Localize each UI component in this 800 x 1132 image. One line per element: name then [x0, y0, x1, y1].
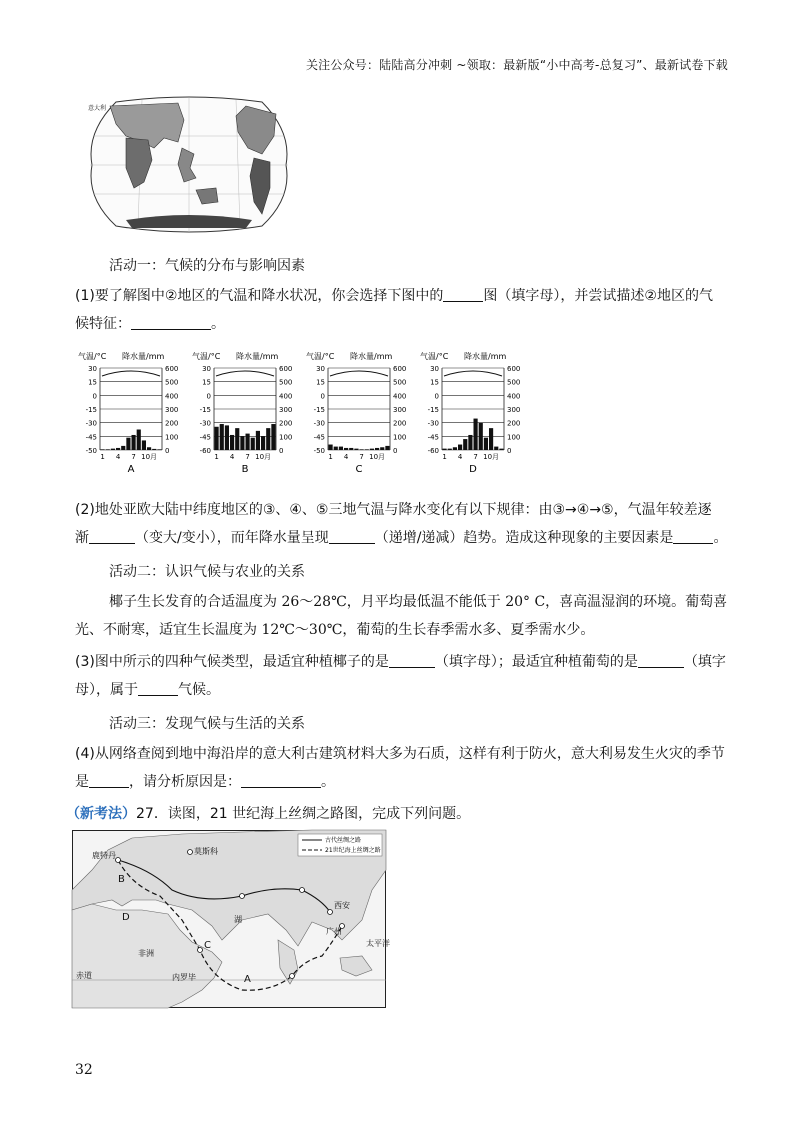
month-tick: 1: [442, 453, 447, 461]
temp-tick: -30: [427, 419, 439, 428]
label-a: A: [244, 974, 251, 985]
temp-tick: 30: [88, 365, 97, 373]
precip-bar: [215, 427, 219, 450]
temp-tick: 0: [92, 392, 97, 401]
new-exam-tag: （新考法）: [66, 806, 136, 822]
label-pacific: 太平洋: [366, 939, 390, 948]
precip-bar: [443, 449, 447, 450]
precip-bar: [370, 449, 374, 450]
precip-bar: [240, 436, 244, 450]
label-b: B: [118, 874, 125, 885]
precip-bar: [251, 438, 255, 450]
precip-bar: [157, 449, 161, 450]
temperature-curve: [216, 371, 274, 376]
chart-letter: A: [127, 464, 135, 475]
precip-bar: [230, 435, 234, 450]
climate-chart-c: [306, 350, 416, 480]
precip-tick: 0: [165, 447, 170, 455]
chart-letter: B: [241, 464, 249, 475]
temp-tick: -50: [313, 447, 325, 455]
question-1: (1)要了解图中②地区的气温和降水状况，你会选择下图中的 图（填字母），并尝试描述②地区的气 候特征： 。: [75, 282, 735, 338]
precip-bar: [147, 447, 151, 450]
precip-bar: [499, 449, 503, 450]
precip-bar: [137, 430, 141, 451]
answer-blank[interactable]: [443, 285, 483, 302]
chart-letter: D: [469, 464, 477, 475]
label-rotterdam: 鹿特丹: [92, 851, 116, 860]
precip-tick: 600: [393, 365, 407, 373]
temp-tick: 0: [434, 392, 439, 401]
precip-bar: [453, 447, 457, 450]
answer-blank[interactable]: [389, 651, 435, 668]
month-tick: 10月: [141, 453, 158, 461]
climate-chart-d: [420, 350, 530, 480]
label-c: C: [204, 940, 211, 951]
precip-bar: [142, 440, 146, 450]
month-tick: 10月: [483, 453, 500, 461]
label-lake: 湖: [234, 915, 242, 924]
question-4: (4)从网络查阅到地中海沿岸的意大利古建筑材料大多为石质，这样有利于防火，意大利易发生火灾的季节 是 ，请分析原因是： 。: [75, 746, 725, 790]
temp-tick: 15: [88, 378, 97, 387]
answer-blank[interactable]: [638, 651, 684, 668]
temp-tick: -30: [199, 419, 211, 428]
precip-bar: [235, 428, 239, 450]
month-tick: 10月: [255, 453, 272, 461]
temp-tick: 30: [430, 365, 439, 373]
precip-tick: 0: [507, 447, 512, 455]
precip-tick: 300: [507, 406, 521, 414]
climate-chart-b: [192, 350, 302, 480]
label-nairobi: 内罗毕: [172, 973, 196, 982]
temp-axis-label: 气温/°C: [420, 352, 449, 361]
question-2: (2)地处亚欧大陆中纬度地区的③、④、⑤三地气温与降水变化有以下规律：由③→④→⑤，气温年较差逐 渐 （变大/变小），而年降水量呈现 （递增/递减）趋势。造成这种现象的主要因素是 。: [75, 502, 728, 546]
precip-axis-label: 降水量/mm: [350, 352, 393, 361]
month-tick: 1: [328, 453, 333, 461]
precip-tick: 0: [279, 447, 284, 455]
answer-blank[interactable]: [329, 527, 375, 544]
answer-blank[interactable]: [89, 527, 135, 544]
precip-bar: [365, 449, 369, 450]
precip-tick: 300: [165, 406, 179, 414]
label-equator: 赤道: [76, 971, 92, 980]
label-moscow: 莫斯科: [194, 847, 218, 856]
precip-tick: 500: [393, 378, 407, 387]
precip-tick: 500: [507, 378, 521, 387]
label-xian: 西安: [334, 901, 350, 910]
answer-blank[interactable]: [673, 527, 713, 544]
temp-axis-label: 气温/°C: [78, 352, 107, 361]
precip-bar: [271, 424, 275, 450]
precip-bar: [266, 428, 270, 450]
month-tick: 4: [229, 453, 235, 461]
precip-tick: 600: [507, 365, 521, 373]
temp-tick: -50: [85, 447, 97, 455]
italy-label: 意大利: [88, 105, 107, 112]
precip-tick: 200: [507, 419, 521, 428]
temp-tick: 0: [206, 392, 211, 401]
precip-tick: 100: [165, 433, 179, 442]
precip-bar: [494, 447, 498, 450]
activity1-title: 活动一：气候的分布与影响因素: [109, 258, 305, 274]
precip-tick: 600: [165, 365, 179, 373]
precip-tick: 200: [279, 419, 293, 428]
precip-tick: 400: [279, 392, 293, 401]
temp-tick: 30: [202, 365, 211, 373]
precip-bar: [225, 425, 229, 450]
activity3-title: 活动三：发现气候与生活的关系: [109, 716, 305, 732]
precip-bar: [479, 423, 483, 450]
precip-axis-label: 降水量/mm: [236, 352, 279, 361]
chart-letter: C: [355, 464, 363, 475]
precip-tick: 100: [393, 433, 407, 442]
temp-tick: -30: [85, 419, 97, 428]
precip-bar: [220, 424, 224, 450]
month-tick: 4: [115, 453, 121, 461]
precip-bar: [385, 446, 389, 450]
precip-bar: [349, 448, 353, 450]
temp-tick: 15: [316, 378, 325, 387]
answer-blank[interactable]: [131, 313, 211, 330]
precip-bar: [111, 449, 115, 450]
month-tick: 7: [131, 453, 136, 461]
month-tick: 7: [245, 453, 250, 461]
answer-blank[interactable]: [138, 679, 178, 696]
month-tick: 10月: [369, 453, 386, 461]
temperature-curve: [330, 371, 388, 376]
answer-blank[interactable]: [241, 771, 321, 788]
precip-bar: [261, 436, 265, 450]
precip-tick: 100: [507, 433, 521, 442]
temp-tick: -15: [85, 406, 97, 414]
precip-tick: 600: [279, 365, 293, 373]
precip-bar: [468, 435, 472, 450]
precip-tick: 0: [393, 447, 398, 455]
temp-axis-label: 气温/°C: [192, 352, 221, 361]
temp-tick: 15: [430, 378, 439, 387]
precip-tick: 400: [393, 392, 407, 401]
legend-land-route: 古代丝绸之路: [325, 837, 362, 844]
activity2-title: 活动二：认识气候与农业的关系: [109, 564, 305, 580]
precip-tick: 500: [279, 378, 293, 387]
temperature-curve: [444, 371, 502, 376]
precip-bar: [126, 438, 130, 450]
month-tick: 1: [100, 453, 105, 461]
legend-sea-route: 21世纪海上丝绸之路: [325, 847, 381, 854]
precip-bar: [474, 419, 478, 450]
temp-tick: 30: [316, 365, 325, 373]
label-d: D: [122, 912, 130, 923]
precip-bar: [463, 439, 467, 450]
question-3: (3)图中所示的四种气候类型，最适宜种植椰子的是 （填字母）；最适宜种植葡萄的是 （填字 母），属于 气候。: [75, 648, 735, 704]
precip-bar: [256, 431, 260, 450]
month-tick: 4: [343, 453, 349, 461]
month-tick: 4: [457, 453, 463, 461]
precip-bar: [106, 449, 110, 450]
precip-bar: [375, 448, 379, 450]
temperature-curve: [102, 371, 160, 376]
precip-bar: [101, 449, 105, 450]
precip-tick: 400: [507, 392, 521, 401]
silk-road-map: [72, 830, 390, 1008]
page-number: 32: [75, 1062, 93, 1078]
month-tick: 1: [214, 453, 219, 461]
precip-bar: [339, 447, 343, 450]
precip-bar: [246, 434, 250, 450]
precip-axis-label: 降水量/mm: [464, 352, 507, 361]
precip-bar: [132, 435, 136, 450]
temp-tick: -45: [313, 433, 325, 442]
question-27: （新考法）27．读图，21 世纪海上丝绸之路图，完成下列问题。: [66, 806, 471, 822]
label-africa: 非洲: [138, 949, 154, 958]
precip-bar: [360, 449, 364, 450]
precip-bar: [489, 428, 493, 450]
temp-tick: -15: [199, 406, 211, 414]
temp-tick: 0: [320, 392, 325, 401]
precip-bar: [484, 438, 488, 450]
temp-tick: -30: [313, 419, 325, 428]
world-map: [86, 98, 292, 232]
precip-bar: [380, 447, 384, 450]
month-tick: 7: [359, 453, 364, 461]
precip-tick: 100: [279, 433, 293, 442]
temp-tick: -60: [199, 447, 211, 455]
precip-tick: 200: [393, 419, 407, 428]
page-header: 关注公众号：陆陆高分冲刺 ~领取：最新版“小中高考-总复习”、最新试卷下载: [305, 58, 728, 72]
precip-bar: [116, 448, 120, 450]
precip-bar: [344, 448, 348, 450]
precip-bar: [334, 447, 338, 450]
temp-tick: -15: [313, 406, 325, 414]
precip-tick: 400: [165, 392, 179, 401]
label-guangzhou: 广州: [326, 927, 342, 936]
temp-tick: -45: [85, 433, 97, 442]
temp-tick: -15: [427, 406, 439, 414]
temp-tick: -60: [427, 447, 439, 455]
precip-bar: [458, 445, 462, 450]
precip-bar: [354, 449, 358, 450]
precip-tick: 300: [393, 406, 407, 414]
precip-axis-label: 降水量/mm: [122, 352, 165, 361]
temp-tick: -45: [199, 433, 211, 442]
temp-tick: -45: [427, 433, 439, 442]
answer-blank[interactable]: [89, 771, 129, 788]
precip-bar: [448, 449, 452, 450]
precip-tick: 300: [279, 406, 293, 414]
precip-bar: [152, 449, 156, 450]
month-tick: 7: [473, 453, 478, 461]
activity2-text: 椰子生长发育的合适温度为 26～28℃，月平均最低温不能低于 20° C，喜高温湿润的环境。葡萄喜 光、不耐寒，适宜生长温度为 12℃～30℃，葡萄的生长春季需水多、夏季需水少。: [75, 594, 728, 638]
precip-tick: 500: [165, 378, 179, 387]
climate-chart-a: [78, 350, 188, 480]
precip-tick: 200: [165, 419, 179, 428]
temp-tick: 15: [202, 378, 211, 387]
precip-bar: [329, 445, 333, 450]
precip-bar: [121, 446, 125, 450]
temp-axis-label: 气温/°C: [306, 352, 335, 361]
